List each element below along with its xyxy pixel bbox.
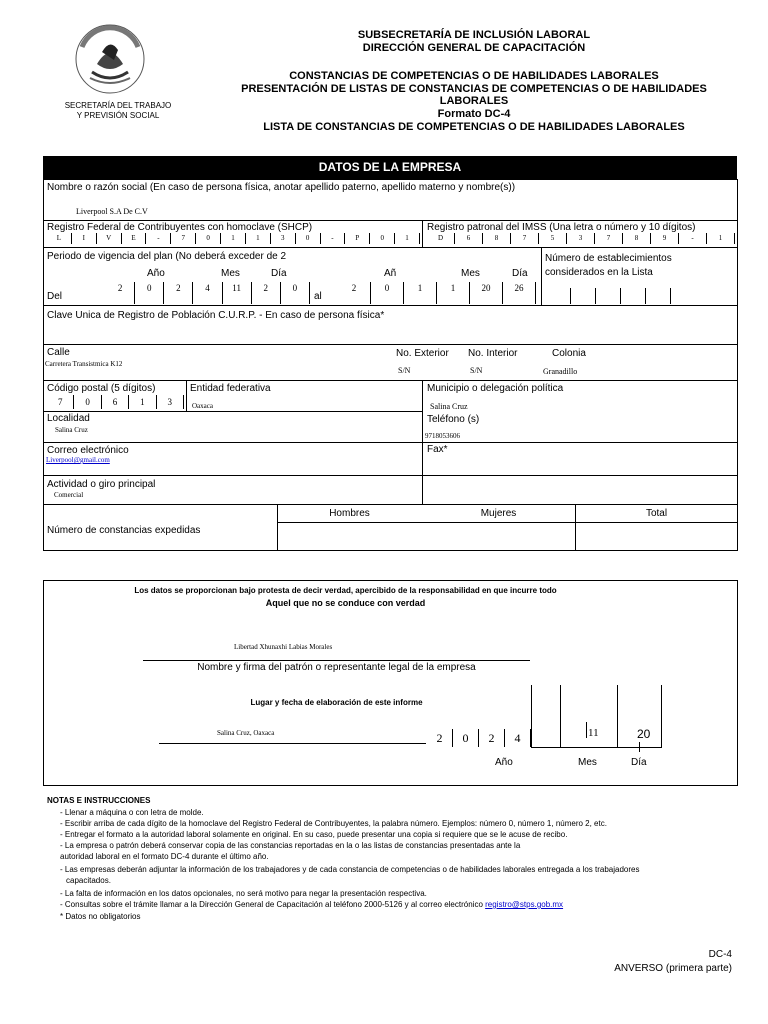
mes-label: Mes <box>221 268 240 279</box>
digit-cell[interactable]: 3 <box>567 233 595 244</box>
establecimientos-digits[interactable] <box>546 288 671 304</box>
footer-page: ANVERSO (primera parte) <box>614 963 732 974</box>
nombre-label: Nombre o razón social (En caso de persona física, anotar apellido paterno, apellido materno y nombre(s)) <box>47 182 516 193</box>
digit-cell[interactable]: 8 <box>623 233 651 244</box>
dia-caption: Día <box>631 757 647 768</box>
digit-cell[interactable]: 9 <box>651 233 679 244</box>
localidad-label: Localidad <box>47 413 90 424</box>
digit-cell[interactable]: 1 <box>395 233 420 244</box>
digit-cell[interactable]: 0 <box>196 233 221 244</box>
mes2-label: Mes <box>461 268 480 279</box>
digit-cell[interactable]: E <box>122 233 147 244</box>
actividad-label: Actividad o giro principal <box>47 479 156 490</box>
hombres-input[interactable] <box>279 524 420 549</box>
digit-cell[interactable]: 3 <box>157 395 184 409</box>
digit-cell[interactable]: 7 <box>595 233 623 244</box>
correo-value[interactable]: Liverpool@gmail.com <box>46 456 110 464</box>
colonia-label: Colonia <box>552 348 586 359</box>
note-item: * Datos no obligatorios <box>60 912 141 921</box>
declaration-box <box>43 580 738 786</box>
lugar-label: Lugar y fecha de elaboración de este informe <box>250 698 423 707</box>
digit-cell[interactable]: I <box>72 233 97 244</box>
digit-cell[interactable]: 2 <box>427 729 453 747</box>
correo-label: Correo electrónico <box>47 445 129 456</box>
establecimientos-label: Número de establecimientos considerados en la Lista <box>545 253 672 278</box>
total-label: Total <box>645 508 668 519</box>
note-item: - La falta de información en los datos opcionales, no será motivo para negar la presentación respectiva. <box>60 889 427 898</box>
digit-cell[interactable]: 0 <box>135 282 164 304</box>
year-digits[interactable] <box>427 729 531 747</box>
del-date-digits[interactable] <box>106 282 310 304</box>
colonia-value[interactable]: Granadillo <box>543 367 578 376</box>
digit-cell[interactable]: 2 <box>479 729 505 747</box>
note-item-contact: - Consultas sobre el trámite llamar a la Dirección General de Capacitación al teléfono 2000-5126 y al correo electrónico registro@stps.gob.mx <box>60 900 564 909</box>
day-value[interactable]: 20 <box>637 727 651 741</box>
declaration-text: Los datos se proporcionan bajo protesta de decir verdad, apercibido de la responsabilidad en que incurre todo Aquel que no se conduce con verdad <box>134 586 557 608</box>
digit-cell[interactable]: 0 <box>453 729 479 747</box>
digit-cell[interactable]: 7 <box>171 233 196 244</box>
telefono-value[interactable]: 9718053606 <box>425 432 460 440</box>
notes-title: NOTAS E INSTRUCCIONES <box>47 796 151 805</box>
note-item: capacitados. <box>66 876 111 885</box>
mujeres-label: Mujeres <box>480 508 517 519</box>
secretaria-label: SECRETARÍA DEL TRABAJO Y PREVISIÓN SOCIAL <box>64 101 172 120</box>
digit-cell[interactable]: 2 <box>338 282 371 304</box>
note-item: - La empresa o patrón deberá conservar copia de las constancias reportadas en la o las listas de constancias presentadas ante la <box>60 841 521 850</box>
fax-label: Fax* <box>427 444 448 455</box>
digit-cell[interactable]: 1 <box>246 233 271 244</box>
direccion-title: DIRECCIÓN GENERAL DE CAPACITACIÓN <box>362 42 586 54</box>
anio-caption: Año <box>495 757 513 768</box>
periodo-label: Periodo de vigencia del plan (No deberá exceder de 2 <box>47 251 287 262</box>
digit-cell[interactable]: - <box>146 233 171 244</box>
total-input[interactable] <box>577 524 736 549</box>
imss-digits[interactable] <box>427 233 735 244</box>
calle-value[interactable]: Carretera Transistmica K12 <box>45 360 123 368</box>
cp-label: Código postal (5 dígitos) <box>47 383 156 394</box>
digit-cell[interactable]: 3 <box>271 233 296 244</box>
no-exterior-value[interactable]: S/N <box>398 366 411 375</box>
al-label: al <box>314 291 322 302</box>
digit-cell[interactable] <box>546 288 571 304</box>
calle-label: Calle <box>47 347 70 358</box>
formato-label: Formato DC-4 <box>437 108 511 120</box>
actividad-value[interactable]: Comercial <box>54 491 84 499</box>
presentacion-title-2: LABORALES <box>439 95 509 107</box>
del-label: Del <box>47 291 63 302</box>
imss-label: Registro patronal del IMSS (Una letra o número y 10 dígitos) <box>427 222 696 233</box>
digit-cell[interactable]: 6 <box>455 233 483 244</box>
telefono-label: Teléfono (s) <box>427 414 480 425</box>
contact-email-link[interactable]: registro@stps.gob.mx <box>485 900 564 909</box>
municipio-value[interactable]: Salina Cruz <box>430 402 468 411</box>
al-date-digits[interactable] <box>338 282 536 304</box>
dia-label: Día <box>271 268 287 279</box>
digit-cell[interactable]: 1 <box>404 282 437 304</box>
digit-cell[interactable]: 0 <box>370 233 395 244</box>
digit-cell[interactable]: 6 <box>102 395 129 409</box>
digit-cell[interactable]: 8 <box>483 233 511 244</box>
entidad-label: Entidad federativa <box>190 383 271 394</box>
no-interior-label: No. Interior <box>468 348 518 359</box>
digit-cell[interactable]: 4 <box>193 282 222 304</box>
note-item: - Escribir arriba de cada dígito de la homoclave del Registro Federal de Contribuyentes, la palabra número. Ejemplos: número 0, número 1, número 2, etc. <box>60 819 607 828</box>
digit-cell[interactable]: 20 <box>470 282 503 304</box>
mexico-seal-icon <box>62 22 158 96</box>
mes-caption: Mes <box>578 757 597 768</box>
digit-cell[interactable]: - <box>679 233 707 244</box>
curp-label: Clave Unica de Registro de Población C.U.R.P. - En caso de persona física* <box>47 310 385 321</box>
digit-cell[interactable]: 1 <box>707 233 735 244</box>
digit-cell[interactable]: 4 <box>505 729 531 747</box>
digit-cell[interactable]: 2 <box>164 282 193 304</box>
digit-cell[interactable]: - <box>321 233 346 244</box>
note-item: - Entregar el formato a la autoridad laboral solamente en original. En su caso, puede presentar una copia si requiere que se le acuse de recibo. <box>60 830 568 839</box>
localidad-value[interactable]: Salina Cruz <box>55 426 88 434</box>
digit-cell[interactable]: P <box>345 233 370 244</box>
hombres-label: Hombres <box>329 508 370 519</box>
rfc-digits[interactable] <box>47 233 420 244</box>
digit-cell[interactable]: 0 <box>296 233 321 244</box>
digit-cell[interactable]: 2 <box>106 282 135 304</box>
digit-cell[interactable]: D <box>427 233 455 244</box>
digit-cell[interactable]: 0 <box>74 395 101 409</box>
digit-cell[interactable]: L <box>47 233 72 244</box>
nombre-value[interactable]: Liverpool S.A De C.V <box>76 207 148 216</box>
digit-cell[interactable]: 1 <box>221 233 246 244</box>
note-item: - Las empresas deberán adjuntar la información de los trabajadores y de cada constancia de competencias o de habilidades laborales entregada a los trabajadores <box>60 865 640 874</box>
digit-cell[interactable]: V <box>97 233 122 244</box>
digit-cell[interactable]: 11 <box>223 282 252 304</box>
cp-digits[interactable] <box>47 395 184 409</box>
digit-cell[interactable]: 5 <box>539 233 567 244</box>
digit-cell[interactable]: 26 <box>503 282 536 304</box>
anio-label: Año <box>147 268 165 279</box>
lugar-value[interactable]: Salina Cruz, Oaxaca <box>217 729 275 737</box>
entidad-value[interactable]: Oaxaca <box>192 402 213 410</box>
digit-cell[interactable] <box>646 288 671 304</box>
anio2-label: Añ <box>384 268 397 279</box>
presentacion-title: PRESENTACIÓN DE LISTAS DE CONSTANCIAS DE COMPETENCIAS O DE HABILIDADES <box>241 83 707 95</box>
subsecretaria-title: SUBSECRETARÍA DE INCLUSIÓN LABORAL <box>357 29 591 41</box>
rfc-label: Registro Federal de Contribuyentes con homoclave (SHCP) <box>47 222 313 233</box>
note-item: autoridad laboral en el formato DC-4 durante el último año. <box>60 852 269 861</box>
digit-cell[interactable]: 0 <box>371 282 404 304</box>
digit-cell[interactable]: 0 <box>281 282 310 304</box>
digit-cell[interactable]: 7 <box>47 395 74 409</box>
digit-cell[interactable] <box>621 288 646 304</box>
digit-cell[interactable]: 7 <box>511 233 539 244</box>
month-value[interactable]: 11 <box>588 727 599 739</box>
signer-name[interactable]: Libertad Xhunaxhi Labias Morales <box>234 643 333 651</box>
footer-code: DC-4 <box>708 949 732 960</box>
note-item: - Llenar a máquina o con letra de molde. <box>60 808 204 817</box>
digit-cell[interactable]: 1 <box>437 282 470 304</box>
constancias-title: CONSTANCIAS DE COMPETENCIAS O DE HABILIDADES LABORALES <box>289 70 659 82</box>
digit-cell[interactable] <box>596 288 621 304</box>
signature-label: Nombre y firma del patrón o representante legal de la empresa <box>197 662 476 673</box>
constancias-label: Número de constancias expedidas <box>47 525 201 536</box>
section-title: DATOS DE LA EMPRESA <box>43 156 737 179</box>
digit-cell[interactable]: 1 <box>129 395 156 409</box>
no-exterior-label: No. Exterior <box>396 348 449 359</box>
digit-cell[interactable] <box>571 288 596 304</box>
lista-title: LISTA DE CONSTANCIAS DE COMPETENCIAS O DE HABILIDADES LABORALES <box>263 121 685 133</box>
digit-cell[interactable]: 2 <box>252 282 281 304</box>
no-interior-value[interactable]: S/N <box>470 366 483 375</box>
mujeres-input[interactable] <box>424 524 573 549</box>
municipio-label: Municipio o delegación política <box>427 383 564 394</box>
dia2-label: Día <box>512 268 528 279</box>
